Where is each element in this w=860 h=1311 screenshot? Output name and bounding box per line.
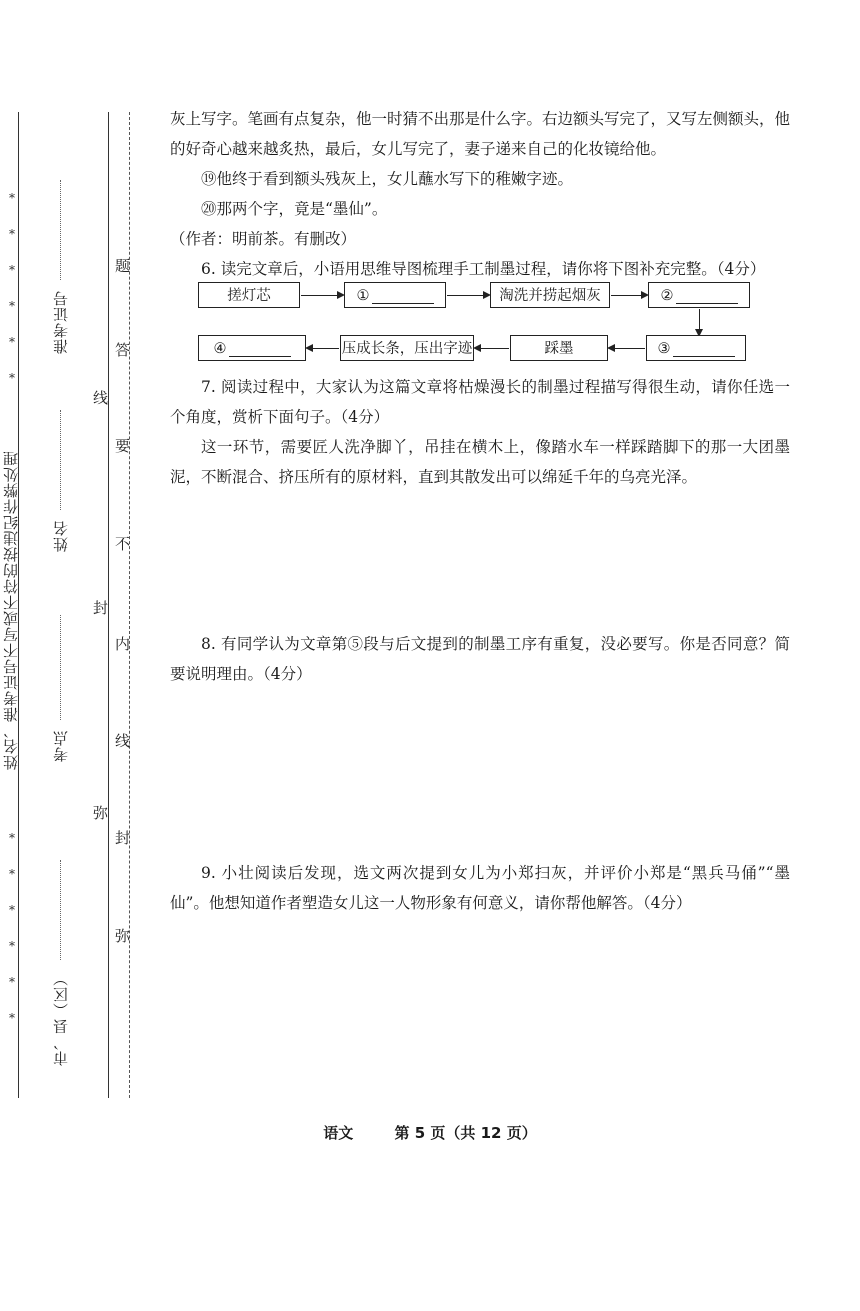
flow-arrow: [609, 348, 645, 349]
question-8-block: [170, 629, 790, 689]
question-7: 7. 阅读过程中，大家认为这篇文章将枯燥漫长的制墨过程描写得很生动，请你任选一个角度，赏析下面句子。（4分）: [170, 378, 790, 426]
flow-arrow-down: [699, 309, 700, 335]
seal-char: 弥: [91, 805, 109, 820]
margin-warning: 姓名、准考证号不写或不符的按违纪作弊处理: [2, 450, 20, 770]
field-city-label: 市、县（区）: [52, 970, 70, 1066]
field-exam-no-line: [60, 180, 61, 280]
passage-paragraph: 灰上写字。笔画有点复杂，他一时猜不出那是什么字。右边额头写完了，又写左侧额头，他的好奇心越来越炙热，最后，女儿写完了，妻子递来自己的化妆镜给他。: [170, 110, 791, 158]
field-site-label: 考点: [52, 730, 70, 762]
flow-arrow: [307, 348, 339, 349]
flow-blank-1: ①: [344, 282, 446, 308]
footer-page-number: 第 5 页（共 12 页）: [394, 1124, 537, 1142]
author-credit: （作者：明前茶。有删改）: [170, 230, 357, 248]
flow-arrow: [611, 295, 647, 296]
flow-blank-3: ③: [646, 335, 746, 361]
field-site-line: [60, 615, 61, 720]
passage: [170, 104, 790, 284]
seal-char: 不: [113, 536, 131, 551]
seal-char: 线: [113, 733, 131, 748]
field-city-line: [60, 860, 61, 960]
flow-arrow: [447, 295, 489, 296]
seal-char: 题: [113, 258, 131, 273]
question-6: 6. 读完文章后，小语用思维导图梳理手工制墨过程，请你将下图补充完整。（4分）: [201, 260, 766, 278]
seal-char: 封: [91, 600, 109, 615]
flow-arrow: [301, 295, 343, 296]
seal-char: 线: [91, 390, 109, 405]
flow-step-tread: 踩墨: [510, 335, 608, 361]
field-name-label: 姓名: [52, 520, 70, 552]
flow-step-wash: 淘洗并捞起烟灰: [490, 282, 610, 308]
flow-arrow: [475, 348, 509, 349]
seal-char: 答: [113, 342, 131, 357]
question-9-block: [170, 858, 790, 918]
seal-char: 封: [113, 830, 131, 845]
footer-subject: 语文: [323, 1124, 354, 1142]
flow-blank-2: ②: [648, 282, 750, 308]
flow-step-press: 压成长条，压出字迹: [340, 335, 474, 361]
field-exam-no-label: 准考证号: [52, 290, 70, 354]
flow-step-wick: 搓灯芯: [198, 282, 300, 308]
question-7-block: [170, 372, 790, 492]
seal-char: 要: [113, 438, 131, 453]
margin-stars-bottom: * * * * * *: [9, 831, 15, 1025]
field-name-line: [60, 410, 61, 510]
seal-char: 弥: [113, 928, 131, 943]
question-9: 9. 小壮阅读后发现，选文两次提到女儿为小郑扫灰，并评价小郑是“黑兵马俑”“墨仙”。他想知道作者塑造女儿这一人物形象有何意义，请你帮他解答。（4分）: [170, 864, 790, 912]
page-footer: [0, 1122, 860, 1143]
passage-paragraph: ⑳那两个字，竟是“墨仙”。: [201, 200, 388, 218]
passage-paragraph: ⑲他终于看到额头残灰上，女儿蘸水写下的稚嫩字迹。: [201, 170, 574, 188]
margin-stars-top: * * * * * *: [9, 191, 15, 385]
seal-char: 内: [113, 636, 131, 651]
question-8: 8. 有同学认为文章第⑤段与后文提到的制墨工序有重复，没必要写。你是否同意？简要说明理由。（4分）: [170, 635, 790, 683]
question-7-quote: 这一环节，需要匠人洗净脚丫，吊挂在横木上，像踏水车一样踩踏脚下的那一大团墨泥，不断混合、挤压所有的原材料，直到其散发出可以绵延千年的乌亮光泽。: [170, 438, 790, 486]
flow-blank-4: ④: [198, 335, 306, 361]
